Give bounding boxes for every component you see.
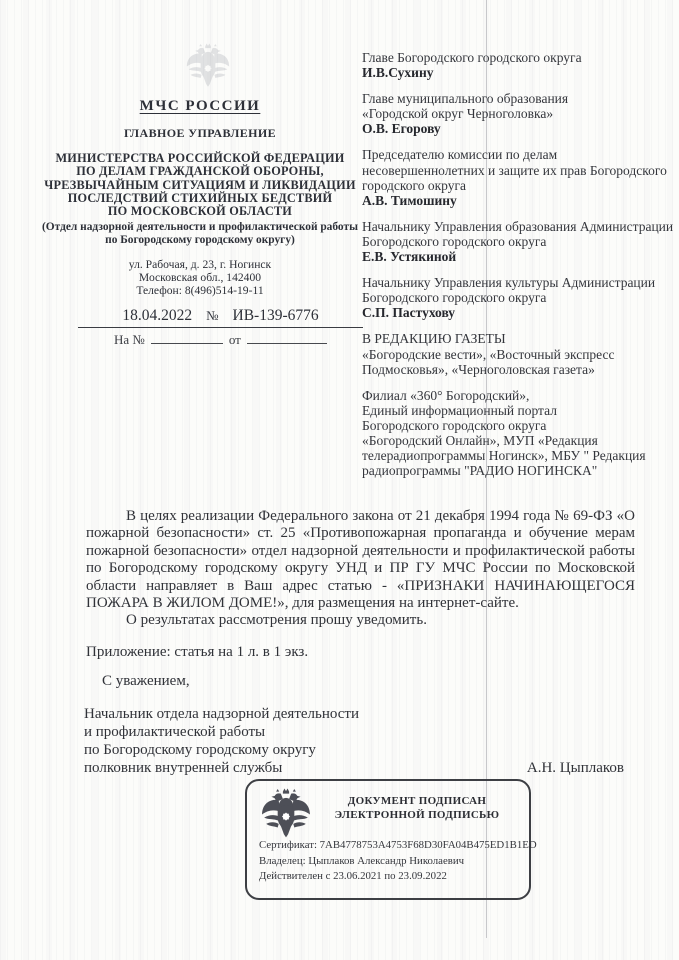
reply-reference-line (114, 332, 327, 348)
agency-title: МЧС РОССИИ (139, 98, 261, 114)
reply-from-label: от (228, 332, 241, 347)
blank-underline (247, 332, 327, 344)
division-title: ГЛАВНОЕ УПРАВЛЕНИЕ (123, 126, 277, 140)
department-name (30, 221, 370, 247)
number-sign: № (206, 308, 219, 323)
recipient-line: В РЕДАКЦИЮ ГАЗЕТЫ (362, 331, 506, 347)
blank-underline (151, 332, 223, 344)
ministry-line: ПО ДЕЛАМ ГРАЖДАНСКОЙ ОБОРОНЫ, (76, 164, 324, 179)
signer-position-line: полковник внутренней службы (84, 760, 283, 776)
recipient-line: Богородского городского округа (362, 233, 547, 249)
recipients-list (362, 50, 672, 489)
recipient-line: Богородского городского округа (362, 290, 547, 306)
recipient-name: С.П. Пастухову (362, 305, 456, 321)
recipient-name: А.В. Тимошину (362, 192, 457, 208)
attachment-note: Приложение: статья на 1 л. в 1 экз. (86, 643, 309, 660)
ministry-name (30, 152, 370, 218)
signer-position-line: по Богородскому городскому округу (84, 742, 316, 758)
recipient-line: «Богородские вести», «Восточный экспресс (362, 346, 615, 362)
stamp-owner: Владелец: Цыплаков Александр Николаевич (259, 854, 465, 867)
reference-line (78, 307, 363, 328)
recipient-line: Председателю комиссии по делам (362, 147, 558, 163)
ministry-line: ПО МОСКОВСКОЙ ОБЛАСТИ (107, 204, 293, 219)
address-line: Московская обл., 142400 (138, 271, 262, 285)
ministry-line: ПОСЛЕДСТВИЙ СТИХИЙНЫХ БЕДСТВИЙ (67, 190, 333, 205)
address-line: Телефон: 8(496)514-19-11 (136, 284, 264, 298)
recipient-line: Единый информационный портал (362, 402, 557, 418)
letterhead (30, 26, 370, 347)
regards-line: С уважением, (102, 673, 190, 690)
department-line: по Богородскому городскому округу) (105, 234, 295, 247)
recipient-block-media (362, 388, 672, 479)
electronic-signature-stamp (245, 779, 537, 900)
ministry-line: ЧРЕЗВЫЧАЙНЫМ СИТУАЦИЯМ И ЛИКВИДАЦИИ (44, 177, 356, 192)
recipient-line: городского округа (362, 177, 467, 193)
recipient-block (362, 147, 672, 207)
recipient-line: Подмосковья», «Черноголовская газета» (362, 361, 595, 377)
recipient-block (362, 275, 672, 320)
recipient-line: Филиал «360° Богородский», (362, 387, 530, 403)
stamp-title-line: ДОКУМЕНТ ПОДПИСАН (347, 795, 487, 807)
recipient-name: О.В. Егорову (362, 121, 441, 137)
stamp-details (259, 838, 537, 885)
address-line: ул. Рабочая, д. 23, г. Ногинск (128, 258, 272, 272)
body-paragraph: О результатах рассмотрения прошу уведомить. (126, 612, 427, 629)
recipient-line: «Богородский Онлайн», МУП «Редакция (362, 432, 598, 448)
address-block (30, 259, 370, 297)
recipient-line: телерадиопрограммы Ногинск», МБУ " Редакция (362, 448, 646, 464)
ministry-line: МИНИСТЕРСТВА РОССИЙСКОЙ ФЕДЕРАЦИИ (55, 151, 345, 165)
stamp-title-line: ЭЛЕКТРОННОЙ ПОДПИСЬЮ (334, 808, 500, 821)
recipient-line: Начальнику Управления культуры Администрации (362, 275, 656, 291)
mchs-eagle-stamp-icon (260, 786, 312, 844)
recipient-line: Главе Богородского городского округа (362, 50, 582, 65)
reply-number-label: На № (114, 332, 145, 347)
recipient-line: несовершеннолетних и защите их прав Богородского (362, 162, 667, 178)
signature-block (84, 705, 636, 777)
stamp-title (315, 795, 519, 822)
document-date: 18.04.2022 (122, 307, 193, 324)
recipient-block (362, 219, 672, 264)
department-line: (Отдел надзорной деятельности и профилактической работы (42, 221, 358, 234)
recipient-block (362, 91, 672, 136)
document-number: ИВ-139-6776 (232, 307, 319, 324)
recipient-block-newspapers (362, 331, 672, 376)
recipient-line: «Городской округ Черноголовка» (362, 106, 554, 122)
signer-name: А.Н. Цыплаков (526, 760, 624, 776)
stamp-certificate: Сертификат: 7АВ4778753А4753F68D30FA04B475ED1B1ED (259, 839, 537, 851)
recipient-name: Е.В. Устякиной (362, 249, 457, 265)
signer-position-line: Начальник отдела надзорной деятельности (84, 706, 359, 722)
recipient-block (362, 50, 672, 80)
recipient-line: Богородского городского округа (362, 417, 547, 433)
signer-position-line: и профилактической работы (84, 724, 266, 740)
body-paragraph: В целях реализации Федерального закона от 21 декабря 1994 года № 69-ФЗ «О пожарной безопасности» ст. 25 «Противопожарная пропаганда и обучение мерам пожарной безопасности» отдел надзорной деятельности и профилактической работы по Богородскому городскому округу УНД и ПР ГУ МЧС России по Московской области направляет в Ваш адрес статью - «ПРИЗНАКИ НАЧИНАЮЩЕГОСЯ ПОЖАРА В ЖИЛОМ ДОМЕ!», для размещения на интернет-сайте. (86, 508, 635, 612)
stamp-validity: Действителен с 23.06.2021 по 23.09.2022 (259, 870, 447, 883)
recipient-line: радиопрограммы "РАДИО НОГИНСКА" (362, 463, 598, 479)
recipient-name: И.В.Сухину (362, 65, 434, 81)
recipient-line: Начальнику Управления образования Администрации (362, 218, 674, 234)
recipient-line: Главе муниципального образования (362, 91, 569, 107)
letter-body (86, 508, 635, 691)
mchs-eagle-watermark-icon (185, 26, 231, 108)
